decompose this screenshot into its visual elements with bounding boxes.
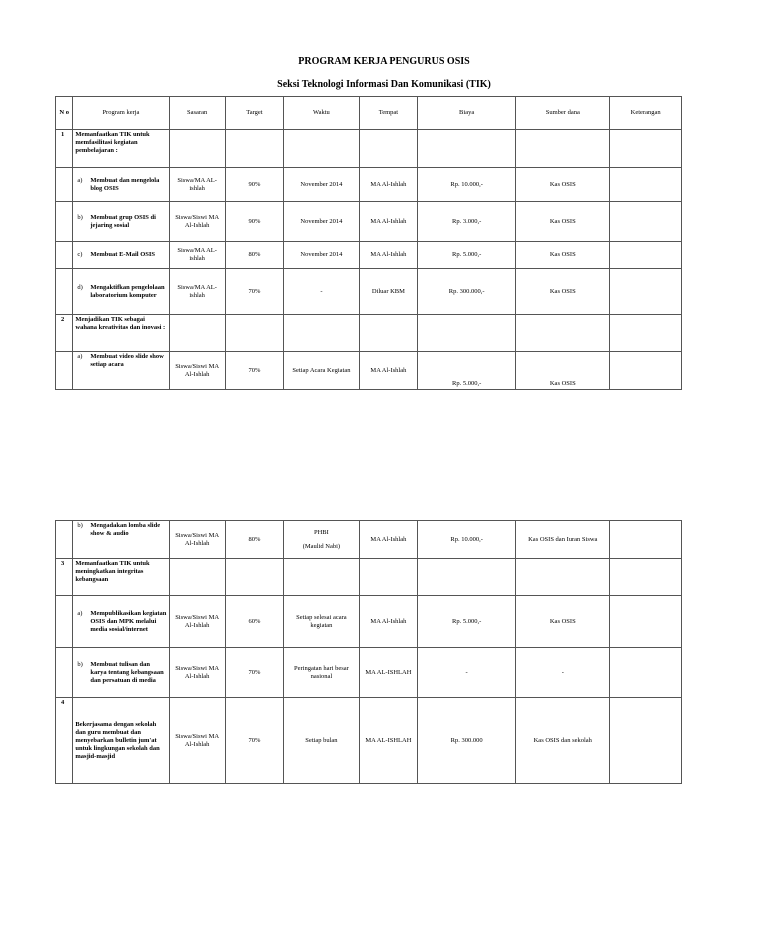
- keterangan-cell: [610, 269, 682, 315]
- item-label: b): [77, 660, 83, 668]
- table-row: [56, 315, 682, 352]
- table-row: [56, 242, 682, 269]
- header-biaya: Biaya: [418, 97, 516, 130]
- sumber-cell: Kas OSIS dan sekolah: [516, 698, 610, 784]
- table-row: [56, 559, 682, 596]
- program-cell: Mengaktifkan pengelolaan laboratorium komputer: [90, 283, 165, 299]
- program-cell: Menjadikan TIK sebagai wahana kreativitas dan inovasi :: [73, 315, 169, 352]
- waktu-cell: -: [284, 269, 360, 315]
- row-number: 1: [56, 130, 73, 168]
- waktu-cell: November 2014: [284, 242, 360, 269]
- tempat-cell: MA Al-Ishlah: [359, 168, 417, 202]
- tempat-cell: Diluar KBM: [359, 269, 417, 315]
- page-title: PROGRAM KERJA PENGURUS OSIS: [298, 56, 470, 67]
- waktu-cell: Setiap Acara Kegiatan: [284, 352, 360, 390]
- header-sasaran: Sasaran: [169, 97, 225, 130]
- target-cell: 60%: [225, 596, 283, 648]
- table-row: [56, 130, 682, 168]
- header-no: N o: [56, 97, 73, 130]
- program-cell: Bekerjasama dengan sekolah dan guru membuat dan menyebarkan bulletin jum'at untuk lingkungan sekolah dan masjid-masjid: [73, 698, 169, 784]
- item-label: a): [77, 353, 83, 360]
- tempat-cell: MA Al-Ishlah: [359, 242, 417, 269]
- keterangan-cell: [610, 202, 682, 242]
- tempat-cell: MA Al-Ishlah: [359, 202, 417, 242]
- program-table-2: [55, 520, 682, 784]
- waktu-line-2: (Maulid Nabi): [302, 542, 341, 550]
- program-cell: Membuat dan mengelola blog OSIS: [90, 176, 160, 192]
- sumber-cell: Kas OSIS: [516, 269, 610, 315]
- target-cell: 70%: [225, 648, 283, 698]
- waktu-cell: November 2014: [284, 168, 360, 202]
- program-cell: Membuat grup OSIS di jejaring sosial: [90, 213, 156, 229]
- row-number: 3: [56, 559, 73, 596]
- keterangan-cell: [610, 242, 682, 269]
- program-cell: Mengadakan lomba slide show & audio: [90, 522, 161, 537]
- sumber-cell: Kas OSIS: [516, 242, 610, 269]
- sasaran-cell: Siswa/Siswi MA Al-Ishlah: [169, 521, 225, 559]
- item-label: a): [77, 609, 83, 617]
- keterangan-cell: [610, 698, 682, 784]
- biaya-cell: -: [418, 648, 516, 698]
- waktu-cell: Peringatan hari besar nasional: [284, 648, 360, 698]
- row-number: 2: [56, 315, 73, 352]
- biaya-cell: Rp. 300.000: [418, 698, 516, 784]
- sasaran-cell: Siswa/Siswi MA Al-Ishlah: [169, 648, 225, 698]
- target-cell: 90%: [225, 202, 283, 242]
- table-row: [56, 202, 682, 242]
- biaya-cell: Rp. 10.000,-: [418, 521, 516, 559]
- sumber-cell: Kas OSIS: [516, 352, 610, 390]
- keterangan-cell: [610, 352, 682, 390]
- tempat-cell: MA AL-ISHLAH: [359, 698, 417, 784]
- item-label: a): [77, 176, 83, 184]
- tempat-cell: MA Al-Ishlah: [359, 352, 417, 390]
- waktu-cell: [284, 521, 360, 559]
- header-program: Program kerja: [73, 97, 169, 130]
- biaya-cell: Rp. 5.000,-: [418, 242, 516, 269]
- waktu-cell: Setiap selesai acara kegiatan: [284, 596, 360, 648]
- program-table-1: [55, 96, 682, 390]
- table-row: [56, 168, 682, 202]
- waktu-line-1: PHBI: [314, 528, 329, 536]
- header-sumber: Sumber dana: [516, 97, 610, 130]
- table-row: [56, 648, 682, 698]
- row-number: 4: [56, 698, 73, 784]
- target-cell: 70%: [225, 352, 283, 390]
- table-row: [56, 521, 682, 559]
- sumber-cell: Kas OSIS: [516, 202, 610, 242]
- target-cell: 70%: [225, 269, 283, 315]
- tempat-cell: MA AL-ISHLAH: [359, 648, 417, 698]
- biaya-cell: Rp. 300.000,-: [418, 269, 516, 315]
- program-cell: Membuat tulisan dan karya tentang kebangsaan dan persatuan di media: [90, 660, 164, 684]
- target-cell: 70%: [225, 698, 283, 784]
- sasaran-cell: Siswa/Siswi MA Al-Ishlah: [169, 202, 225, 242]
- sumber-cell: Kas OSIS: [516, 168, 610, 202]
- header-keterangan: Keterangan: [610, 97, 682, 130]
- table-header-row: [56, 97, 682, 130]
- page-subtitle: Seksi Teknologi Informasi Dan Komunikasi (TIK): [277, 79, 491, 90]
- item-label: b): [77, 522, 83, 529]
- sumber-cell: Kas OSIS dan Iuran Siswa: [516, 521, 610, 559]
- biaya-cell: Rp. 10.000,-: [418, 168, 516, 202]
- program-cell: Memanfaatkan TIK untuk meningkatkan integritas kebangsaan: [73, 559, 169, 596]
- sasaran-cell: Siswa/MA AL-ishlah: [169, 269, 225, 315]
- header-target: Target: [225, 97, 283, 130]
- program-cell: Membuat E-Mail OSIS: [90, 251, 156, 258]
- item-label: d): [77, 283, 83, 291]
- table-row: [56, 352, 682, 390]
- target-cell: 80%: [225, 242, 283, 269]
- program-cell: Mempublikasikan kegiatan OSIS dan MPK melalui media sosial/internet: [90, 609, 167, 633]
- keterangan-cell: [610, 521, 682, 559]
- waktu-cell: Setiap bulan: [284, 698, 360, 784]
- tempat-cell: MA Al-Ishlah: [359, 596, 417, 648]
- sumber-cell: Kas OSIS: [516, 596, 610, 648]
- target-cell: 80%: [225, 521, 283, 559]
- table-row: [56, 269, 682, 315]
- sasaran-cell: Siswa/Siswi MA Al-Ishlah: [169, 352, 225, 390]
- biaya-cell: Rp. 3.000,-: [418, 202, 516, 242]
- biaya-cell: Rp. 5.000,-: [418, 352, 516, 390]
- keterangan-cell: [610, 596, 682, 648]
- sasaran-cell: Siswa/MA AL-ishlah: [169, 242, 225, 269]
- item-label: c): [77, 251, 83, 258]
- table-row: [56, 596, 682, 648]
- sumber-cell: -: [516, 648, 610, 698]
- waktu-cell: November 2014: [284, 202, 360, 242]
- keterangan-cell: [610, 168, 682, 202]
- program-cell: Memanfaatkan TIK untuk memfasilitasi kegiatan pembelajaran :: [73, 130, 169, 168]
- sasaran-cell: Siswa/Siswi MA Al-Ishlah: [169, 698, 225, 784]
- table-row: [56, 698, 682, 784]
- keterangan-cell: [610, 648, 682, 698]
- header-waktu: Waktu: [284, 97, 360, 130]
- target-cell: 90%: [225, 168, 283, 202]
- tempat-cell: MA Al-Ishlah: [359, 521, 417, 559]
- sasaran-cell: Siswa/Siswi MA Al-Ishlah: [169, 596, 225, 648]
- item-label: b): [77, 213, 83, 221]
- biaya-cell: Rp. 5.000,-: [418, 596, 516, 648]
- program-cell: Membuat video slide show setiap acara: [90, 353, 164, 368]
- sasaran-cell: Siswa/MA AL-ishlah: [169, 168, 225, 202]
- header-tempat: Tempat: [359, 97, 417, 130]
